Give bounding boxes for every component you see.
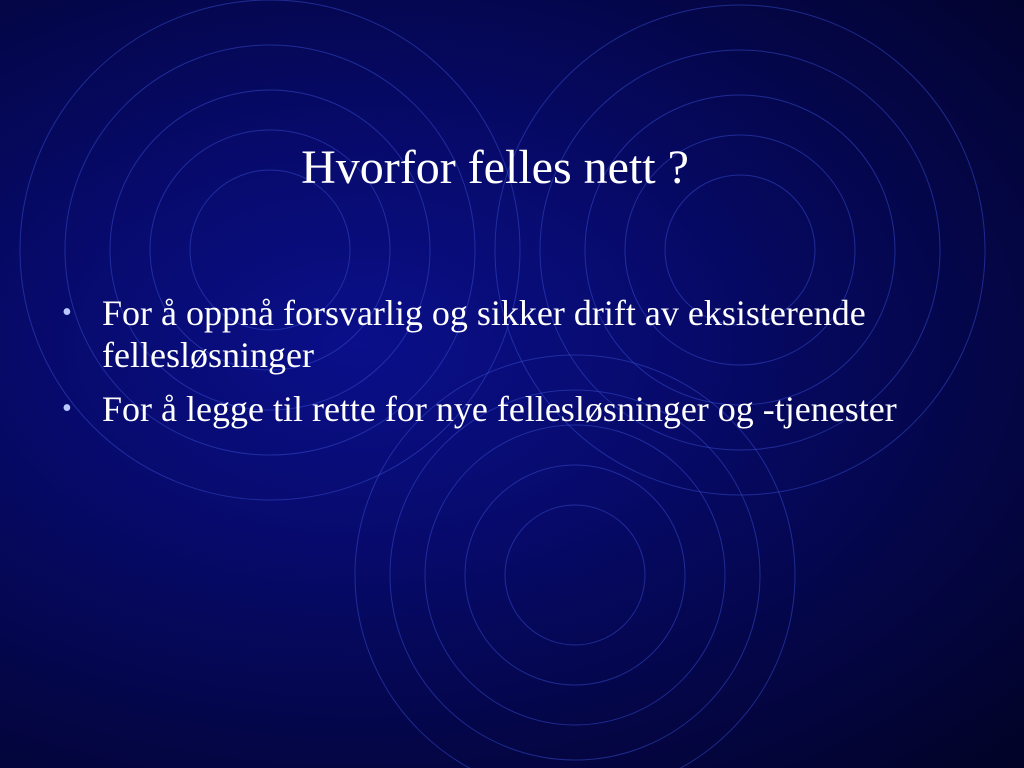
- bullet-text: For å oppnå forsvarlig og sikker drift av eksisterende fellesløsninger: [102, 293, 866, 375]
- bullet-text: For å legge til rette for nye fellesløsninger og -tjenester: [102, 389, 897, 429]
- bullet-icon: •: [62, 393, 72, 424]
- list-item: [60, 292, 910, 376]
- list-item: [60, 388, 910, 430]
- bullet-icon: •: [62, 297, 72, 328]
- bullet-list: [60, 292, 910, 442]
- slide-title: Hvorfor felles nett ?: [301, 141, 689, 194]
